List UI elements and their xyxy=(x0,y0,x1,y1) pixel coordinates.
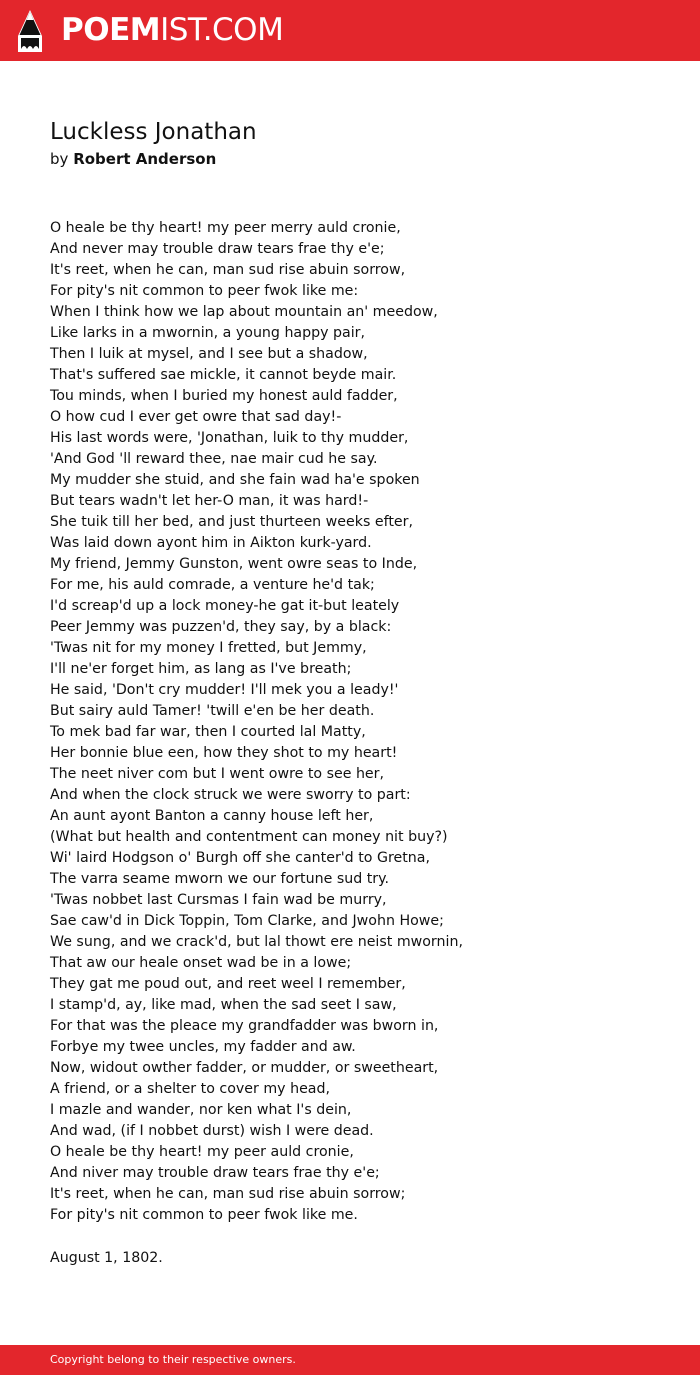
poem-title: Luckless Jonathan xyxy=(50,119,257,145)
poem-line: The varra seame mworn we our fortune sud try. xyxy=(50,871,389,887)
poem-body xyxy=(50,218,670,1226)
author-name[interactable]: Robert Anderson xyxy=(73,150,217,168)
poem-line: Tou minds, when I buried my honest auld fadder, xyxy=(50,388,398,404)
poem-line: For that was the pleace my grandfadder was bworn in, xyxy=(50,1018,439,1034)
poem-line: 'Twas nit for my money I fretted, but Jemmy, xyxy=(50,640,367,656)
poem-line: Then I luik at mysel, and I see but a shadow, xyxy=(50,346,368,362)
copyright-text: Copyright belong to their respective owners. xyxy=(50,1353,296,1366)
poem-line: (What but health and contentment can money nit buy?) xyxy=(50,829,448,845)
poem-line: And wad, (if I nobbet durst) wish I were dead. xyxy=(50,1123,374,1139)
poem-line: And never may trouble draw tears frae thy e'e; xyxy=(50,241,385,257)
poem-line: To mek bad far war, then I courted lal Matty, xyxy=(50,724,366,740)
site-header xyxy=(0,0,700,61)
poem-line: Sae caw'd in Dick Toppin, Tom Clarke, and Jwohn Howe; xyxy=(50,913,444,929)
poem-line: For pity's nit common to peer fwok like me: xyxy=(50,283,359,299)
poem-line: O heale be thy heart! my peer merry auld cronie, xyxy=(50,220,401,236)
poem-line: 'And God 'll reward thee, nae mair cud he say. xyxy=(50,451,378,467)
poem-line: And niver may trouble draw tears frae thy e'e; xyxy=(50,1165,380,1181)
site-footer xyxy=(0,1345,700,1375)
poem-line: 'Twas nobbet last Cursmas I fain wad be murry, xyxy=(50,892,387,908)
poem-line: O heale be thy heart! my peer auld cronie, xyxy=(50,1144,354,1160)
poem-line: I'd screap'd up a lock money-he gat it-but leately xyxy=(50,598,400,614)
poem-line: Was laid down ayont him in Aikton kurk-yard. xyxy=(50,535,372,551)
poem-line: Forbye my twee uncles, my fadder and aw. xyxy=(50,1039,356,1055)
poem-line: That aw our heale onset wad be in a lowe; xyxy=(50,955,352,971)
poem-byline xyxy=(50,148,216,170)
poem-line: I mazle and wander, nor ken what I's dein, xyxy=(50,1102,352,1118)
logo-light-text: IST.COM xyxy=(160,12,284,48)
poem-line: When I think how we lap about mountain an' meedow, xyxy=(50,304,438,320)
poem-line: We sung, and we crack'd, but lal thowt ere neist mwornin, xyxy=(50,934,463,950)
poem-line: She tuik till her bed, and just thurteen weeks efter, xyxy=(50,514,413,530)
byline-prefix: by xyxy=(50,150,69,168)
poem-line: For pity's nit common to peer fwok like me. xyxy=(50,1207,358,1223)
poem-date: August 1, 1802. xyxy=(50,1250,163,1266)
poem-line: Her bonnie blue een, how they shot to my heart! xyxy=(50,745,398,761)
poem-line: Peer Jemmy was puzzen'd, they say, by a black: xyxy=(50,619,392,635)
poem-line: Wi' laird Hodgson o' Burgh off she canter'd to Gretna, xyxy=(50,850,430,866)
poem-line: A friend, or a shelter to cover my head, xyxy=(50,1081,331,1097)
poem-line: They gat me poud out, and reet weel I remember, xyxy=(50,976,406,992)
poem-line: My mudder she stuid, and she fain wad ha'e spoken xyxy=(50,472,420,488)
pencil-logo-icon[interactable] xyxy=(18,10,42,52)
poem-line: But tears wadn't let her-O man, it was hard!- xyxy=(50,493,369,509)
poem-line: He said, 'Don't cry mudder! I'll mek you a leady!' xyxy=(50,682,399,698)
poem-line: His last words were, 'Jonathan, luik to thy mudder, xyxy=(50,430,409,446)
poem-line: O how cud I ever get owre that sad day!- xyxy=(50,409,342,425)
poem-line: Like larks in a mwornin, a young happy pair, xyxy=(50,325,366,341)
poem-line: For me, his auld comrade, a venture he'd tak; xyxy=(50,577,375,593)
poem-line: Now, widout owther fadder, or mudder, or sweetheart, xyxy=(50,1060,439,1076)
site-logo[interactable] xyxy=(61,12,283,48)
poem-line: It's reet, when he can, man sud rise abuin sorrow, xyxy=(50,262,406,278)
poem-line: I'll ne'er forget him, as lang as I've breath; xyxy=(50,661,352,677)
poem-line: I stamp'd, ay, like mad, when the sad seet I saw, xyxy=(50,997,397,1013)
poem-line: But sairy auld Tamer! 'twill e'en be her death. xyxy=(50,703,375,719)
logo-bold-text: POEM xyxy=(61,12,161,48)
poem-line: And when the clock struck we were sworry to part: xyxy=(50,787,411,803)
poem-line: The neet niver com but I went owre to see her, xyxy=(50,766,385,782)
poem-line: My friend, Jemmy Gunston, went owre seas to Inde, xyxy=(50,556,418,572)
poem-line: An aunt ayont Banton a canny house left her, xyxy=(50,808,374,824)
poem-line: That's suffered sae mickle, it cannot beyde mair. xyxy=(50,367,397,383)
poem-line: It's reet, when he can, man sud rise abuin sorrow; xyxy=(50,1186,406,1202)
